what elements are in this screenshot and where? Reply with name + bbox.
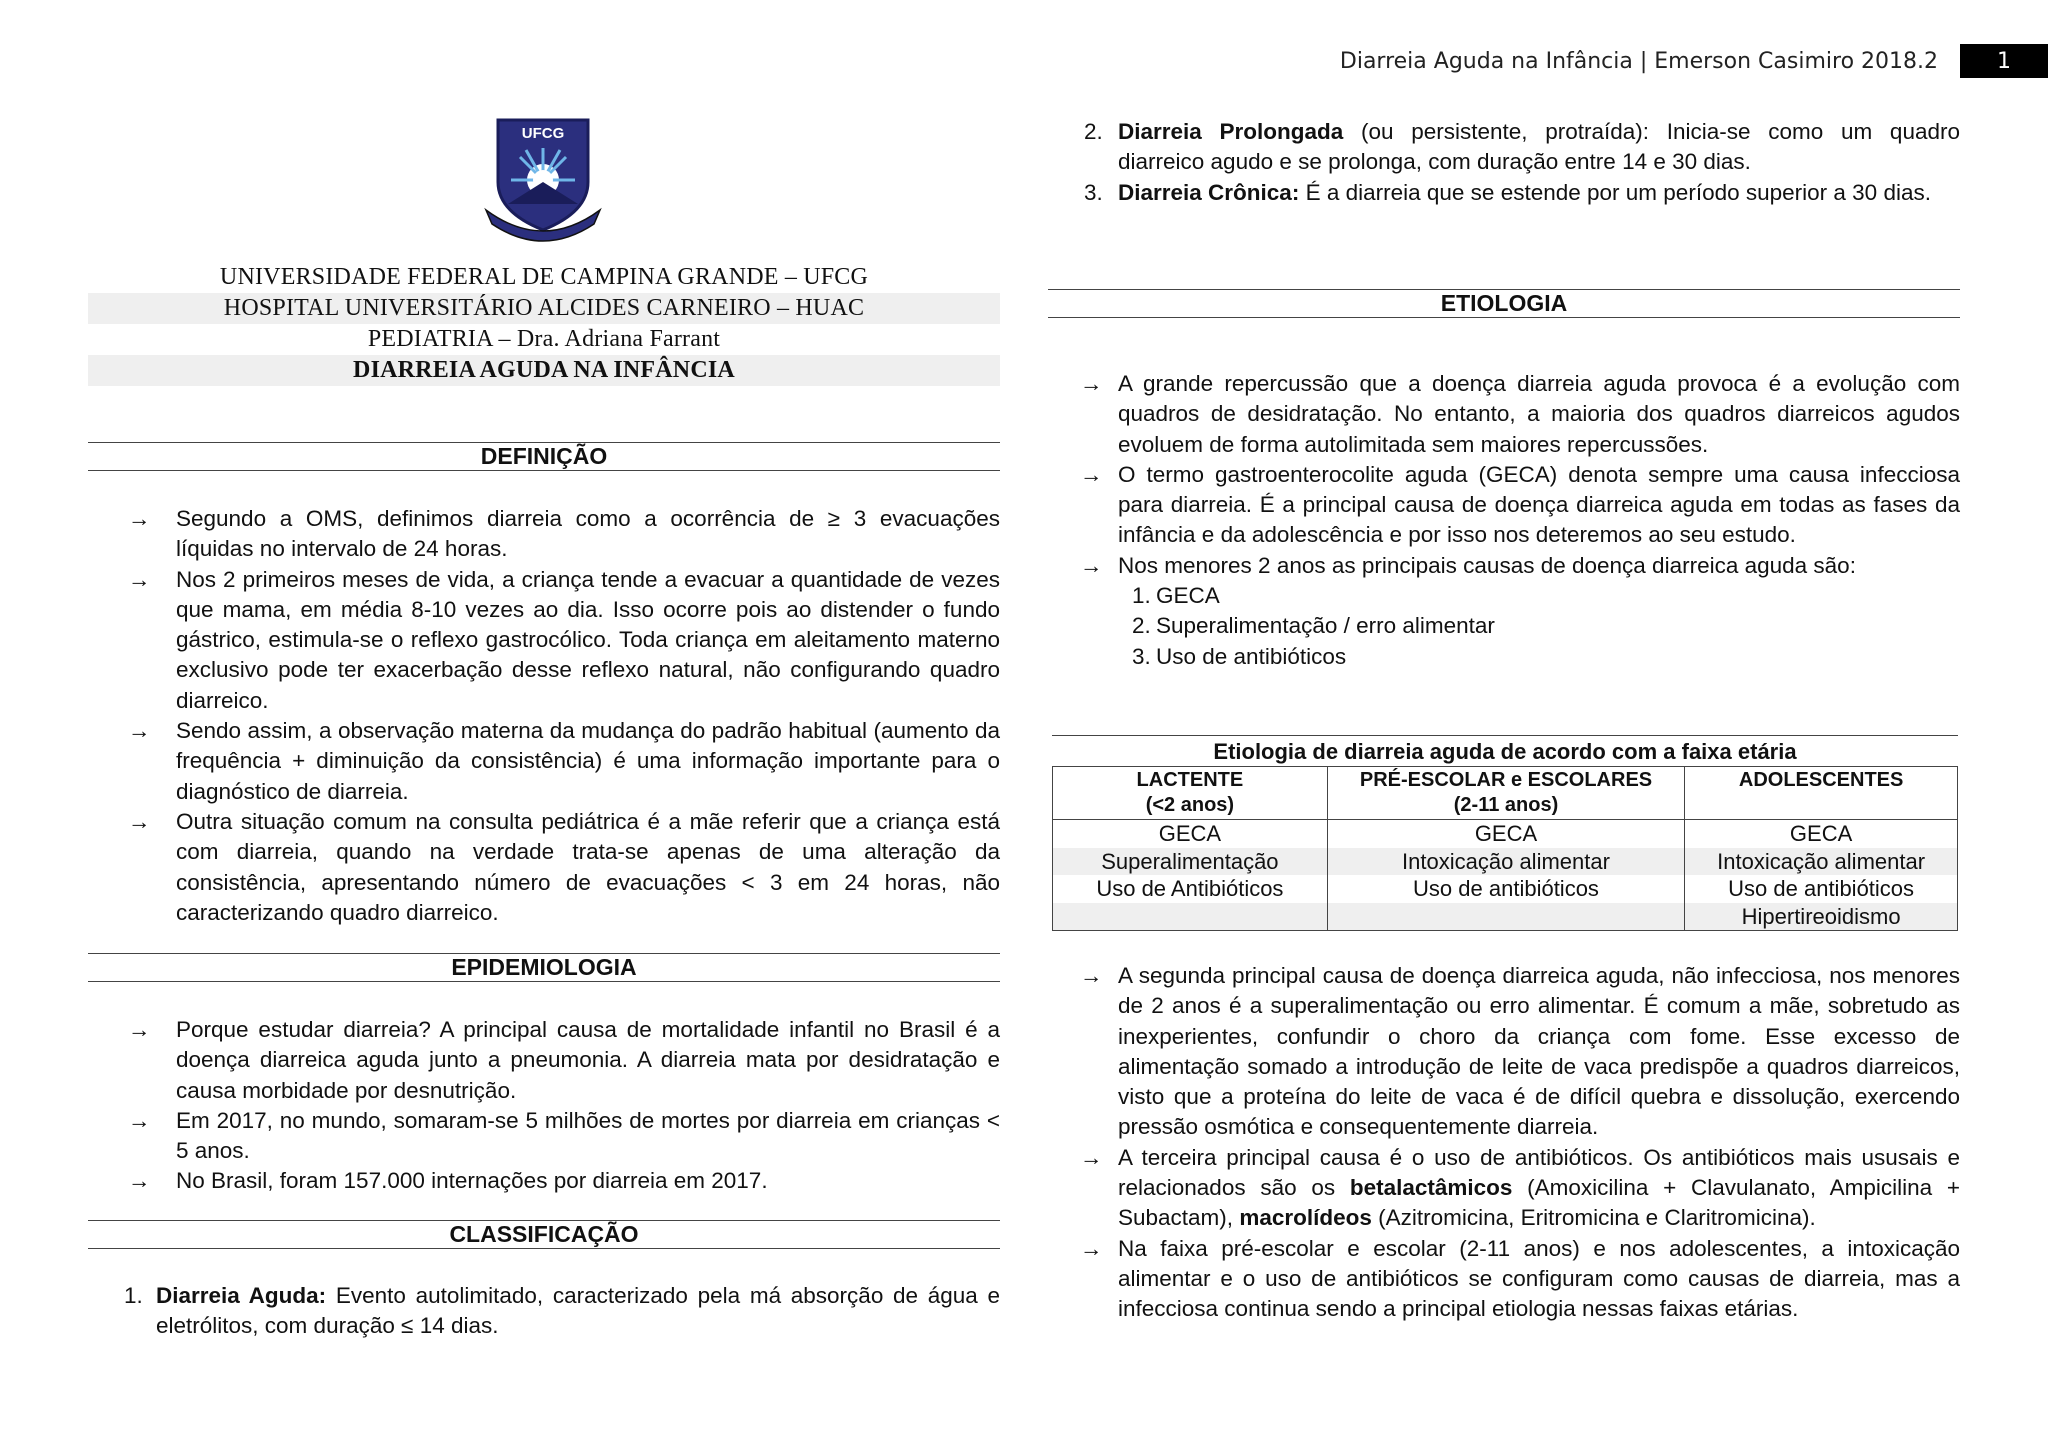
arrow-icon: → — [128, 808, 151, 834]
arrow-icon: → — [1080, 371, 1103, 396]
list-item: → A segunda principal causa de doença diarreica aguda, não infecciosa, nos menores de 2 anos é a superalimentação ou erro alimentar. É comum a mãe, sobretudo as inexperientes, confundir o choro da criança com fome. Esse excesso de alimentação somado a introdução de leite de vaca predispõe a quadros diarreicos, visto que a proteína do leite de vaca é de difícil quebra e dissolução, exercendo pressão osmótica e consequentemente diarreia. — [1080, 963, 1960, 1140]
list-item: 3. Uso de antibióticos — [1132, 643, 1347, 669]
institution-university: UNIVERSIDADE FEDERAL DE CAMPINA GRANDE – UFCG — [219, 264, 869, 290]
list-item: → Nos menores 2 anos as principais causas de doença diarreica aguda são: — [1048, 551, 1960, 581]
page-header — [1340, 44, 2048, 78]
list-item: 2. Diarreia Prolongada (ou persistente, protraída): Inicia-se como um quadro diarreico agudo e se prolonga, com duração entre 14 e 30 dias. — [1084, 119, 1960, 175]
list-item: 3. Diarreia Crônica: É a diarreia que se estende por um período superior a 30 dias. — [1084, 179, 1931, 205]
list-item: → A grande repercussão que a doença diarreia aguda provoca é a evolução com quadros de desidratação. No entanto, a maioria dos quadros diarreicos agudos evoluem de forma autolimitada sem maiores repercussões. — [1080, 371, 1960, 457]
table-header-adolescentes: ADOLESCENTES — [1685, 767, 1958, 820]
table-cell-adolescentes: GECA Intoxicação alimentar Uso de antibióticos Hipertireoidismo — [1685, 820, 1958, 931]
list-item: → O termo gastroenterocolite aguda (GECA) denota sempre uma causa infecciosa para diarreia. É a principal causa de doença diarreica aguda em todas as fases da infância e da adolescência e por isso nos deteremos ao seu estudo. — [1080, 461, 1960, 548]
arrow-icon: → — [128, 1107, 151, 1133]
institution-hospital: HOSPITAL UNIVERSITÁRIO ALCIDES CARNEIRO – HUAC — [88, 293, 1000, 324]
logo-text: UFCG — [521, 125, 565, 142]
definicao-block — [88, 504, 1000, 928]
list-item: → A terceira principal causa é o uso de antibióticos. Os antibióticos mais ususais e relacionados são os betalactâmicos (Amoxicilina + Clavulanato, Ampicilina + Subactam), macrolídeos (Azitromicina, Eritromicina e Claritromicina). — [1080, 1144, 1960, 1231]
list-item: 2. Superalimentação / erro alimentar — [1132, 613, 1495, 639]
table-header-lactente: LACTENTE (<2 anos) — [1053, 767, 1328, 820]
section-heading-etiologia: ETIOLOGIA — [1048, 289, 1960, 318]
arrow-icon: → — [1080, 552, 1103, 578]
table-header-row — [1053, 767, 1958, 820]
epidemiologia-block — [88, 1015, 1000, 1197]
list-item: → Na faixa pré-escolar e escolar (2-11 anos) e nos adolescentes, a intoxicação alimentar e o uso de antibióticos se configuram como causas de diarreia, mas a infecciosa continua sendo a principal etiologia nessas faixas etárias. — [1080, 1235, 1960, 1322]
institution-department: PEDIATRIA – Dra. Adriana Farrant — [367, 326, 721, 352]
arrow-icon: → — [1080, 1235, 1103, 1261]
list-item: → Nos 2 primeiros meses de vida, a criança tende a evacuar a quantidade de vezes que mama, em média 8-10 vezes ao dia. Isso ocorre pois ao distender o fundo gástrico, estimula-se o reflexo gastrocólico. Toda criança em aleitamento materno exclusivo pode ter exacerbação desse reflexo natural, não configurando quadro diarreico. — [128, 566, 1000, 713]
section-heading-classificacao: CLASSIFICAÇÃO — [88, 1220, 1000, 1249]
section-heading-epidemiologia: EPIDEMIOLOGIA — [88, 953, 1000, 982]
arrow-icon: → — [128, 1168, 151, 1194]
list-item: → Porque estudar diarreia? A principal causa de mortalidade infantil no Brasil é a doença diarreica aguda junto a pneumonia. A diarreia mata por desidratação e causa morbidade por desnutrição. — [128, 1017, 1000, 1103]
list-item: → Segundo a OMS, definimos diarreia como a ocorrência de ≥ 3 evacuações líquidas no intervalo de 24 horas. — [128, 506, 1000, 562]
table-cell-pre-escolar: GECA Intoxicação alimentar Uso de antibióticos — [1327, 820, 1684, 931]
table-header-pre-escolar: PRÉ-ESCOLAR e ESCOLARES (2-11 anos) — [1327, 767, 1684, 820]
arrow-icon: → — [1080, 1144, 1103, 1170]
ufcg-logo — [478, 112, 608, 242]
classificacao-block-right — [1048, 117, 1960, 208]
section-heading-definicao: DEFINIÇÃO — [88, 442, 1000, 471]
table-row — [1053, 820, 1958, 931]
page-number: 1 — [1960, 44, 2048, 78]
list-item: 1. Diarreia Aguda: Evento autolimitado, caracterizado pela má absorção de água e eletrólitos, com duração ≤ 14 dias. — [124, 1283, 1000, 1339]
institution-block — [88, 262, 1000, 386]
list-item: → No Brasil, foram 157.000 internações por diarreia em 2017. — [88, 1166, 1000, 1196]
arrow-icon: → — [1080, 963, 1103, 988]
etiologia-block — [1048, 369, 1960, 672]
table-cell-lactente: GECA Superalimentação Uso de Antibióticos — [1053, 820, 1328, 931]
list-item: → Outra situação comum na consulta pediátrica é a mãe referir que a criança está com diarreia, quando na verdade trata-se apenas de uma alteração da consistência, apresentando número de evacuações < 3 em 24 horas, não caracterizando quadro diarreico. — [128, 808, 1000, 925]
arrow-icon: → — [128, 718, 151, 744]
table-caption: Etiologia de diarreia aguda de acordo com a faixa etária — [1052, 735, 1958, 766]
etiologia-table — [1052, 735, 1958, 931]
document-title: DIARREIA AGUDA NA INFÂNCIA — [88, 355, 1000, 386]
arrow-icon: → — [128, 506, 151, 531]
arrow-icon: → — [1080, 461, 1103, 487]
etiologia-after-block — [1048, 961, 1960, 1325]
arrow-icon: → — [128, 566, 151, 592]
classificacao-block-left — [88, 1281, 1000, 1342]
header-title: Diarreia Aguda na Infância | Emerson Casimiro 2018.2 — [1339, 48, 1938, 74]
list-item: 1. GECA — [1132, 583, 1220, 609]
arrow-icon: → — [128, 1017, 151, 1042]
list-item: → Sendo assim, a observação materna da mudança do padrão habitual (aumento da frequência + diminuição da consistência) é uma informação importante para o diagnóstico de diarreia. — [128, 718, 1000, 804]
list-item: → Em 2017, no mundo, somaram-se 5 milhões de mortes por diarreia em crianças < 5 anos. — [128, 1107, 1000, 1164]
